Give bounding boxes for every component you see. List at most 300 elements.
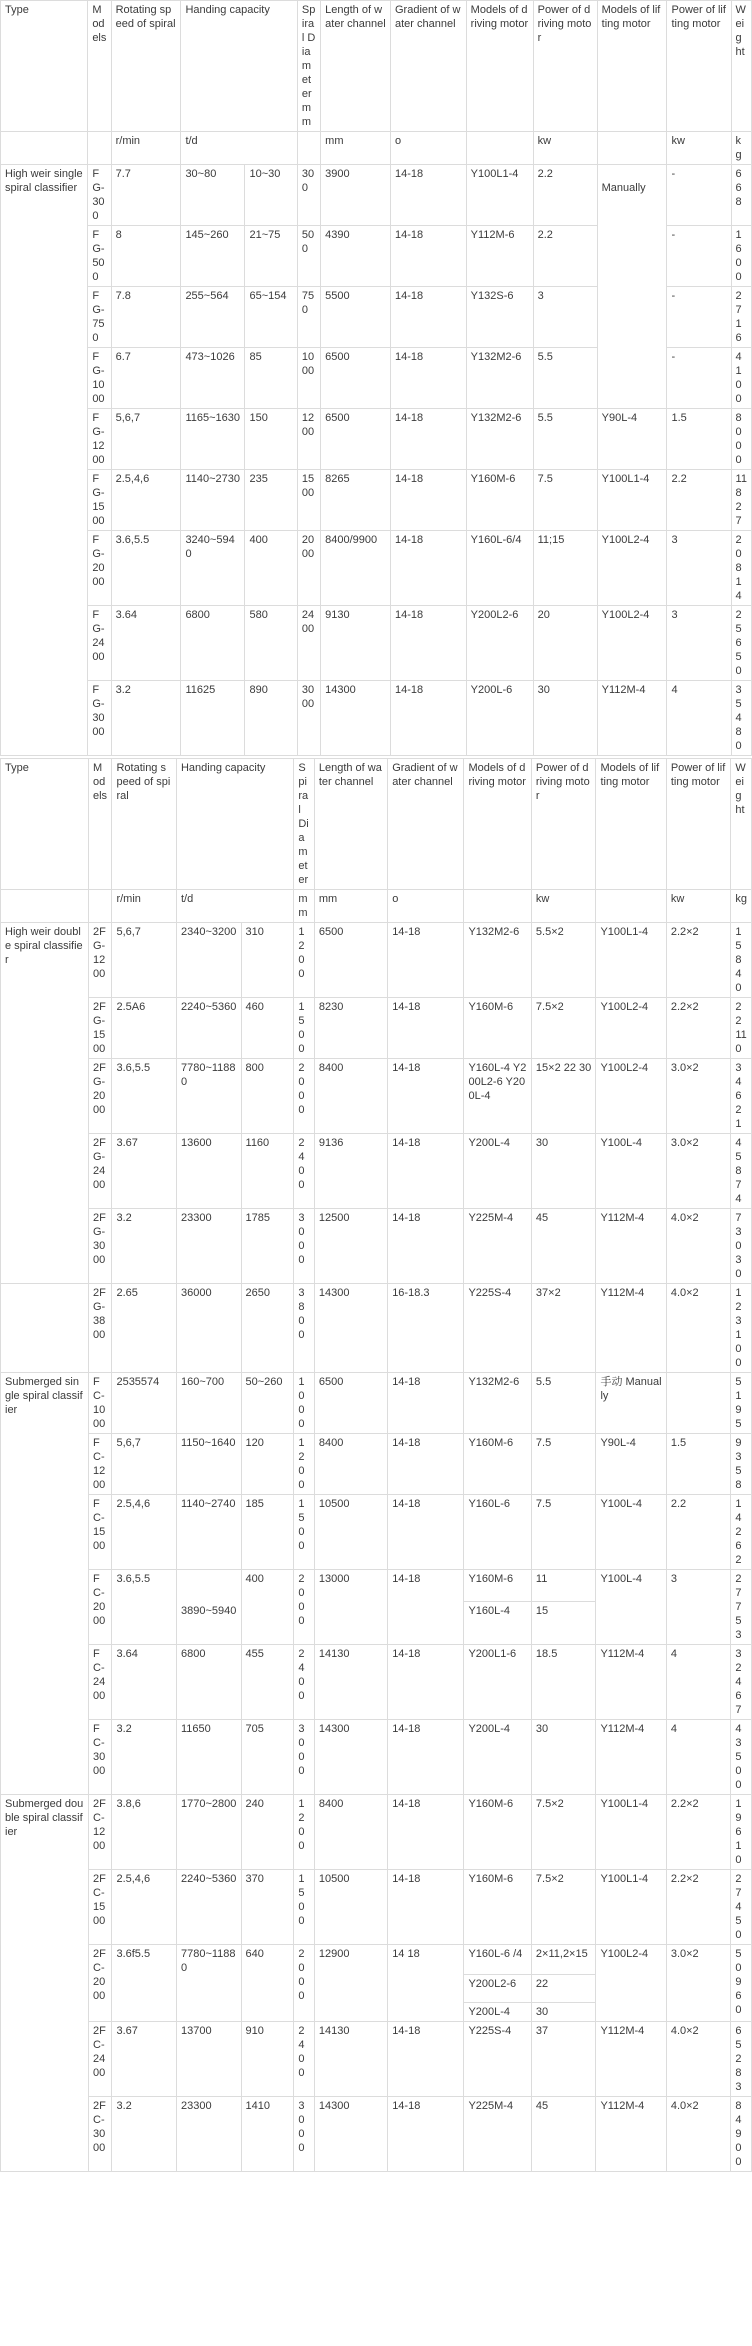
cell-weight: 14262	[731, 1495, 752, 1570]
cell-lifting-power: 3.0×2	[666, 1059, 731, 1134]
cell-length: 14300	[321, 681, 391, 756]
group-type: Submerged single spiral classifier	[1, 1373, 89, 1795]
cell-speed: 5,6,7	[111, 409, 181, 470]
cell-speed: 3.2	[112, 2097, 177, 2172]
cell-driving-model: Y132S-6	[466, 287, 533, 348]
cell-diameter: 300	[297, 165, 320, 226]
cell-model: FG-750	[88, 287, 111, 348]
cell-speed: 2.5A6	[112, 998, 177, 1059]
cell-driving-model: Y112M-6	[466, 226, 533, 287]
cell-gradient: 14-18	[388, 1134, 464, 1209]
unit-lifting-power: kw	[666, 890, 731, 923]
cell-gradient: 14-18	[388, 1209, 464, 1284]
cell-sand: 30~80	[181, 165, 245, 226]
cell-driving-power: 7.5	[531, 1495, 596, 1570]
cell-lifting-power: -	[667, 226, 731, 287]
col-type: Type	[1, 1, 88, 132]
header-row	[1, 759, 752, 843]
cell-model: 2FG-2400	[89, 1134, 112, 1209]
cell-speed: 3.6f5.5	[112, 1945, 177, 2022]
cell-lifting-power: 4	[666, 1645, 731, 1720]
unit-length: mm	[321, 132, 391, 165]
cell-model: 2FC-2400	[89, 2022, 112, 2097]
table-row	[1, 1570, 752, 1602]
cell-gradient: 14-18	[391, 606, 467, 681]
cell-gradient: 14-18	[388, 1434, 464, 1495]
cell-sand: 11650	[176, 1720, 241, 1795]
cell-weight: 5195	[731, 1373, 752, 1434]
cell-length: 10500	[314, 1870, 387, 1945]
cell-driving-power: 15×2 22 30	[531, 1059, 596, 1134]
cell-diameter: 3800	[294, 1284, 315, 1373]
cell-lifting-power: -	[667, 287, 731, 348]
unit-cell	[89, 890, 112, 923]
cell-weight: 9358	[731, 1434, 752, 1495]
unit-cell	[1, 890, 89, 923]
cell-lifting-model: Y90L-4	[597, 409, 667, 470]
cell-weight: 8000	[731, 409, 751, 470]
cell-overflow: 65~154	[245, 287, 297, 348]
cell-overflow: 1160	[241, 1134, 294, 1209]
cell-driving-model: Y160L-6/4	[466, 531, 533, 606]
unit-cell	[1, 132, 88, 165]
col-length: Length of water channel	[314, 759, 387, 890]
cell-driving-power: 30	[531, 1134, 596, 1209]
cell-speed: 3.8,6	[112, 1795, 177, 1870]
cell-model: FG-1500	[88, 470, 111, 531]
cell-model: 2FC-1500	[89, 1870, 112, 1945]
col-weight: Weight	[731, 1, 751, 132]
cell-driving-model: Y160L-6	[464, 1495, 531, 1570]
units-row	[1, 890, 752, 923]
cell-model: FC-1200	[89, 1434, 112, 1495]
table-row	[1, 409, 752, 470]
table-row	[1, 1870, 752, 1945]
group-type: High weir single spiral classifier	[1, 165, 88, 756]
cell-lifting-model: Y112M-4	[596, 1284, 666, 1373]
cell-sand: 1140~2730	[181, 470, 245, 531]
unit-driving-power: kw	[533, 132, 597, 165]
col-driving-model: Models of driving motor	[464, 759, 531, 890]
spec-table-single-weir	[0, 0, 752, 756]
cell-model: FC-3000	[89, 1720, 112, 1795]
cell-length: 8400	[314, 1795, 387, 1870]
cell-weight: 27450	[731, 1870, 752, 1945]
cell-sand: 160~700	[176, 1373, 241, 1434]
cell-gradient: 14-18	[391, 348, 467, 409]
cell-overflow: 400	[241, 1570, 294, 1645]
unit-gradient: o	[391, 132, 467, 165]
cell-model: FG-2400	[88, 606, 111, 681]
cell-speed: 2.5,4,6	[111, 470, 181, 531]
cell-lifting-power: 3	[667, 606, 731, 681]
cell-speed: 7.8	[111, 287, 181, 348]
cell-driving-power: 7.5	[531, 1434, 596, 1495]
cell-weight: 22110	[731, 998, 752, 1059]
table-row	[1, 1284, 752, 1373]
cell-driving-model: Y200L1-6	[464, 1645, 531, 1720]
cell-diameter: 2400	[294, 1134, 315, 1209]
cell-driving-model: Y132M2-6	[466, 409, 533, 470]
cell-speed: 6.7	[111, 348, 181, 409]
cell-lifting-model: Y112M-4	[596, 1645, 666, 1720]
cell-diameter: 3000	[294, 1209, 315, 1284]
cell-driving-model: Y225M-4	[464, 1209, 531, 1284]
cell-lifting-model: Y112M-4	[596, 2097, 666, 2172]
col-models: Models	[88, 1, 111, 132]
cell-speed: 2.5,4,6	[112, 1495, 177, 1570]
cell-driving-model: Y160M-6	[464, 1434, 531, 1495]
cell-driving-power: 20	[533, 606, 597, 681]
cell-gradient: 14-18	[388, 1570, 464, 1645]
cell-speed: 5,6,7	[112, 923, 177, 998]
cell-weight: 35480	[731, 681, 751, 756]
cell-driving-power: 18.5	[531, 1645, 596, 1720]
cell-sand: 1770~2800	[176, 1795, 241, 1870]
cell-driving-model: Y200L-4	[464, 1720, 531, 1795]
cell-driving-power: 5.5	[533, 348, 597, 409]
cell-diameter: 750	[297, 287, 320, 348]
cell-diameter: 1500	[294, 1495, 315, 1570]
cell-sand: 11625	[181, 681, 245, 756]
cell-length: 8400	[314, 1059, 387, 1134]
unit-capacity: t/d	[181, 132, 297, 165]
cell-lifting-power: 3.0×2	[666, 1134, 731, 1209]
cell-lifting-power	[666, 1373, 731, 1434]
cell-overflow: 460	[241, 998, 294, 1059]
cell-sand: 23300	[176, 2097, 241, 2172]
unit-cell	[464, 890, 531, 923]
cell-sand: 145~260	[181, 226, 245, 287]
cell-sand: 6800	[176, 1645, 241, 1720]
cell-overflow: 370	[241, 1870, 294, 1945]
cell-gradient: 14-18	[388, 923, 464, 998]
cell-driving-model: Y160M-6	[464, 1870, 531, 1945]
cell-driving-power: 45	[531, 1209, 596, 1284]
cell-sand: 255~564	[181, 287, 245, 348]
cell-sand: 3240~5940	[181, 531, 245, 606]
cell-overflow: 150	[245, 409, 297, 470]
cell-overflow: 1410	[241, 2097, 294, 2172]
col-driving-model: Models of driving motor	[466, 1, 533, 132]
cell-driving-model: Y100L1-4	[466, 165, 533, 226]
cell-gradient: 14-18	[388, 1495, 464, 1570]
unit-capacity: t/d	[176, 890, 293, 923]
cell-gradient: 14-18	[391, 681, 467, 756]
cell-length: 3900	[321, 165, 391, 226]
cell-overflow: 910	[241, 2022, 294, 2097]
cell-driving-model: Y225S-4	[464, 2022, 531, 2097]
unit-gradient: o	[388, 890, 464, 923]
cell-weight: 65283	[731, 2022, 752, 2097]
cell-model: FG-1000	[88, 348, 111, 409]
col-spiral-diameter: Spiral Diameter	[294, 759, 315, 890]
cell-sand: 3890~5940	[176, 1570, 241, 1645]
unit-cell	[596, 890, 666, 923]
cell-driving-model: Y160L-4 Y200L2-6 Y200L-4	[464, 1059, 531, 1134]
cell-speed: 5,6,7	[112, 1434, 177, 1495]
table-row	[1, 1434, 752, 1495]
cell-speed: 2535574	[112, 1373, 177, 1434]
cell-speed: 3.67	[112, 2022, 177, 2097]
cell-weight: 43500	[731, 1720, 752, 1795]
cell-diameter: 1200	[294, 1434, 315, 1495]
col-rotating-speed: Rotating speed of spiral	[111, 1, 181, 132]
cell-lifting-model: Y100L-4	[596, 1570, 666, 1645]
unit-driving-power: kw	[531, 890, 596, 923]
cell-speed: 3.6,5.5	[111, 531, 181, 606]
cell-lifting-power: 3	[666, 1570, 731, 1645]
cell-speed: 3.64	[112, 1645, 177, 1720]
cell-driving-power: 5.5	[533, 409, 597, 470]
cell-sand: 23300	[176, 1209, 241, 1284]
cell-gradient: 14-18	[391, 531, 467, 606]
cell-gradient: 14-18	[388, 1795, 464, 1870]
col-gradient: Gradient of water channel	[388, 759, 464, 890]
cell-lifting-model: Y100L1-4	[597, 470, 667, 531]
cell-driving-power: 2.2	[533, 165, 597, 226]
cell-lifting-power: 2.2	[666, 1495, 731, 1570]
cell-model: FC-2400	[89, 1645, 112, 1720]
cell-model: 2FC-2000	[89, 1945, 112, 2022]
cell-length: 8230	[314, 998, 387, 1059]
cell-overflow: 120	[241, 1434, 294, 1495]
cell-driving-power: 5.5×2	[531, 923, 596, 998]
col-type: Type	[1, 759, 89, 890]
cell-weight: 73030	[731, 1209, 752, 1284]
cell-driving-power: 7.5×2	[531, 1870, 596, 1945]
cell-speed: 3.64	[111, 606, 181, 681]
cell-sand: 1165~1630	[181, 409, 245, 470]
cell-length: 14300	[314, 1284, 387, 1373]
cell-driving-model: Y200L2-6	[466, 606, 533, 681]
unit-weight: kg	[731, 132, 751, 165]
cell-weight: 84900	[731, 2097, 752, 2172]
cell-sand: 13600	[176, 1134, 241, 1209]
cell-diameter: 2400	[294, 1645, 315, 1720]
cell-speed: 8	[111, 226, 181, 287]
cell-gradient: 14-18	[388, 2097, 464, 2172]
cell-driving-model: Y160M-6	[464, 1795, 531, 1870]
cell-gradient: 14-18	[388, 2022, 464, 2097]
cell-speed: 3.67	[112, 1134, 177, 1209]
cell-diameter: 2000	[297, 531, 320, 606]
table-row	[1, 1795, 752, 1870]
cell-gradient: 14-18	[388, 998, 464, 1059]
cell-driving-power: 37×2	[531, 1284, 596, 1373]
table-row	[1, 1645, 752, 1720]
cell-driving-model: Y160M-6	[464, 998, 531, 1059]
cell-lifting-model: Y100L1-4	[596, 1795, 666, 1870]
table-row	[1, 531, 752, 606]
cell-lifting-model: Y100L1-4	[596, 923, 666, 998]
cell-gradient: 14-18	[391, 226, 467, 287]
cell-speed: 3.2	[112, 1209, 177, 1284]
cell-diameter: 2000	[294, 1570, 315, 1645]
cell-driving-power: 45	[531, 2097, 596, 2172]
col-models: Models	[89, 759, 112, 890]
cell-model: 2FC-1200	[89, 1795, 112, 1870]
cell-lifting-model: Y100L1-4	[596, 1870, 666, 1945]
cell-speed: 3.2	[111, 681, 181, 756]
col-lifting-model: Models of lifting motor	[597, 1, 667, 132]
cell-sand: 7780~11880	[176, 1945, 241, 2022]
cell-lifting-power: 4	[667, 681, 731, 756]
cell-overflow: 705	[241, 1720, 294, 1795]
cell-lifting-power: -	[667, 348, 731, 409]
table-row	[1, 1945, 752, 1975]
cell-length: 9130	[321, 606, 391, 681]
cell-length: 12900	[314, 1945, 387, 2022]
cell-overflow: 800	[241, 1059, 294, 1134]
cell-length: 9136	[314, 1134, 387, 1209]
cell-sand: 2340~3200	[176, 923, 241, 998]
cell-speed: 2.65	[112, 1284, 177, 1373]
cell-diameter: 1000	[297, 348, 320, 409]
group-type: Submerged double spiral classifier	[1, 1795, 89, 2172]
cell-sand: 36000	[176, 1284, 241, 1373]
cell-driving-model: Y225M-4	[464, 2097, 531, 2172]
cell-driving-power: 30	[533, 681, 597, 756]
cell-diameter: 1200	[294, 1795, 315, 1870]
cell-length: 5500	[321, 287, 391, 348]
cell-lifting-model: Y112M-4	[597, 681, 667, 756]
cell-lifting-power: 4.0×2	[666, 2022, 731, 2097]
col-lifting-power: Power of lifting motor	[667, 1, 731, 132]
units-row	[1, 132, 752, 165]
cell-length: 13000	[314, 1570, 387, 1645]
cell-model: 2FC-3000	[89, 2097, 112, 2172]
unit-rotating-speed: r/min	[112, 890, 177, 923]
group-type	[1, 1284, 89, 1373]
cell-lifting-power: 3	[667, 531, 731, 606]
cell-weight: 19610	[731, 1795, 752, 1870]
cell-sand: 1150~1640	[176, 1434, 241, 1495]
col-handing-capacity: Handing capacity	[181, 1, 297, 132]
table-row	[1, 1209, 752, 1284]
cell-driving-model-2: Y200L2-6	[464, 1975, 531, 2003]
cell-overflow: 2650	[241, 1284, 294, 1373]
cell-lifting-power: 2.2	[667, 470, 731, 531]
cell-diameter: 1200	[294, 923, 315, 998]
cell-driving-model: Y160M-6	[466, 470, 533, 531]
cell-speed: 7.7	[111, 165, 181, 226]
cell-driving-power: 37	[531, 2022, 596, 2097]
cell-length: 10500	[314, 1495, 387, 1570]
cell-driving-model: Y132M2-6	[464, 1373, 531, 1434]
group-type: High weir double spiral classifier	[1, 923, 89, 1284]
cell-diameter: 2000	[294, 1945, 315, 2022]
cell-driving-model: Y160L-6 /4	[464, 1945, 531, 1975]
cell-lifting-power: -	[667, 165, 731, 226]
cell-driving-power-2: 15	[531, 1602, 596, 1645]
cell-sand: 13700	[176, 2022, 241, 2097]
cell-lifting-model: Y100L-4	[596, 1134, 666, 1209]
unit-cell	[597, 132, 667, 165]
table-row	[1, 998, 752, 1059]
cell-model: FG-1200	[88, 409, 111, 470]
cell-lifting-model: Y90L-4	[596, 1434, 666, 1495]
cell-sand: 7780~11880	[176, 1059, 241, 1134]
cell-weight: 27753	[731, 1570, 752, 1645]
table-row	[1, 1059, 752, 1134]
cell-overflow: 400	[245, 531, 297, 606]
cell-gradient: 14-18	[388, 1059, 464, 1134]
unit-cell	[466, 132, 533, 165]
cell-model: FG-300	[88, 165, 111, 226]
cell-weight: 1600	[731, 226, 751, 287]
col-handing-capacity: Handing capacity	[176, 759, 293, 843]
cell-gradient: 14-18	[391, 409, 467, 470]
cell-driving-power: 2×11,2×15	[531, 1945, 596, 1975]
cell-driving-model: Y132M2-6	[466, 348, 533, 409]
table-row	[1, 2022, 752, 2097]
cell-diameter: 1200	[297, 409, 320, 470]
cell-model: FG-3000	[88, 681, 111, 756]
cell-driving-model: Y132M2-6	[464, 923, 531, 998]
cell-gradient: 14-18	[388, 1720, 464, 1795]
table-row	[1, 606, 752, 681]
cell-weight: 668	[731, 165, 751, 226]
cell-diameter: 3000	[294, 2097, 315, 2172]
cell-diameter: 1500	[294, 1870, 315, 1945]
table-row	[1, 470, 752, 531]
cell-length: 8265	[321, 470, 391, 531]
col-driving-power: Power of driving motor	[533, 1, 597, 132]
cell-lifting-power: 4.0×2	[666, 1209, 731, 1284]
cell-model: 2FG-1200	[89, 923, 112, 998]
cell-length: 6500	[314, 923, 387, 998]
cell-lifting-power: 1.5	[667, 409, 731, 470]
col-lifting-model: Models of lifting motor	[596, 759, 666, 890]
cell-lifting-model: Manually	[597, 165, 667, 409]
cell-lifting-model: Y112M-4	[596, 2022, 666, 2097]
cell-length: 12500	[314, 1209, 387, 1284]
cell-length: 14300	[314, 1720, 387, 1795]
cell-driving-power: 11;15	[533, 531, 597, 606]
col-lifting-power: Power of lifting motor	[666, 759, 731, 890]
cell-sand: 473~1026	[181, 348, 245, 409]
cell-speed: 3.6,5.5	[112, 1059, 177, 1134]
cell-model: 2FG-2000	[89, 1059, 112, 1134]
cell-length: 4390	[321, 226, 391, 287]
col-driving-power: Power of driving motor	[531, 759, 596, 890]
unit-spiral-diameter: mm	[294, 890, 315, 923]
cell-overflow: 235	[245, 470, 297, 531]
cell-lifting-model: Y100L2-4	[596, 1945, 666, 2022]
cell-driving-model: Y160M-6	[464, 1570, 531, 1602]
cell-overflow: 1785	[241, 1209, 294, 1284]
cell-weight: 25650	[731, 606, 751, 681]
cell-weight: 50960	[731, 1945, 752, 2022]
spec-table-other	[0, 758, 752, 2172]
cell-lifting-model: Y112M-4	[596, 1209, 666, 1284]
cell-length: 6500	[314, 1373, 387, 1434]
cell-lifting-model: Y100L2-4	[596, 998, 666, 1059]
cell-length: 14300	[314, 2097, 387, 2172]
cell-gradient: 16-18.3	[388, 1284, 464, 1373]
cell-overflow: 185	[241, 1495, 294, 1570]
cell-overflow: 310	[241, 923, 294, 998]
cell-model: FG-2000	[88, 531, 111, 606]
cell-gradient: 14-18	[391, 287, 467, 348]
cell-length: 6500	[321, 348, 391, 409]
cell-weight: 32467	[731, 1645, 752, 1720]
cell-overflow: 890	[245, 681, 297, 756]
cell-diameter: 1500	[294, 998, 315, 1059]
cell-lifting-power: 3.0×2	[666, 1945, 731, 2022]
table-row	[1, 1720, 752, 1795]
